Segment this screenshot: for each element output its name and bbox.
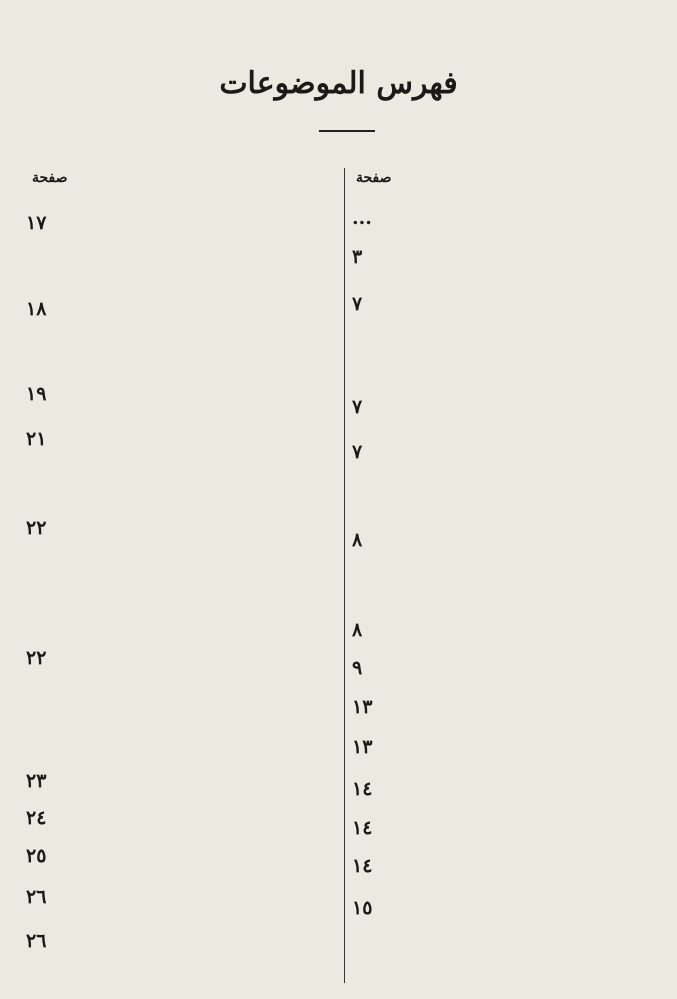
entry-page-number: ٧ (352, 396, 363, 418)
entry-page-number: ٧ (352, 441, 363, 463)
entry-page-number: ١٩ (26, 383, 47, 405)
entry-page-number: ١٣ (352, 696, 373, 718)
entry-page-number: ٢٢ (26, 517, 47, 539)
right-column-page-label: صفحة (356, 170, 392, 186)
entry-page-number: ٢١ (26, 428, 47, 450)
entry-page-number: ٢٣ (26, 770, 47, 792)
entry-page-number: ١٧ (26, 212, 47, 234)
entry-page-number: ٧ (352, 293, 363, 315)
entry-page-number: ١٣ (352, 736, 373, 758)
column-divider (344, 168, 345, 983)
entry-page-number: ٢٤ (26, 807, 47, 829)
entry-page-number: ١٥ (352, 897, 373, 919)
entry-page-number: ٢٦ (26, 886, 47, 908)
entry-page-number: ... (352, 207, 372, 229)
entry-page-number: ٨ (352, 619, 363, 641)
entry-page-number: ١٤ (352, 778, 373, 800)
page-title: فهرس الموضوعات (219, 66, 458, 101)
entry-page-number: ٩ (352, 657, 363, 679)
title-underline (319, 130, 375, 132)
entry-page-number: ٢٦ (26, 930, 47, 952)
left-column-page-label: صفحة (32, 170, 68, 186)
entry-page-number: ١٨ (26, 298, 47, 320)
entry-page-number: ٨ (352, 529, 363, 551)
entry-page-number: ٢٥ (26, 845, 47, 867)
entry-page-number: ٣ (352, 246, 363, 268)
entry-page-number: ٢٢ (26, 647, 47, 669)
entry-page-number: ١٤ (352, 855, 373, 877)
entry-page-number: ١٤ (352, 817, 373, 839)
